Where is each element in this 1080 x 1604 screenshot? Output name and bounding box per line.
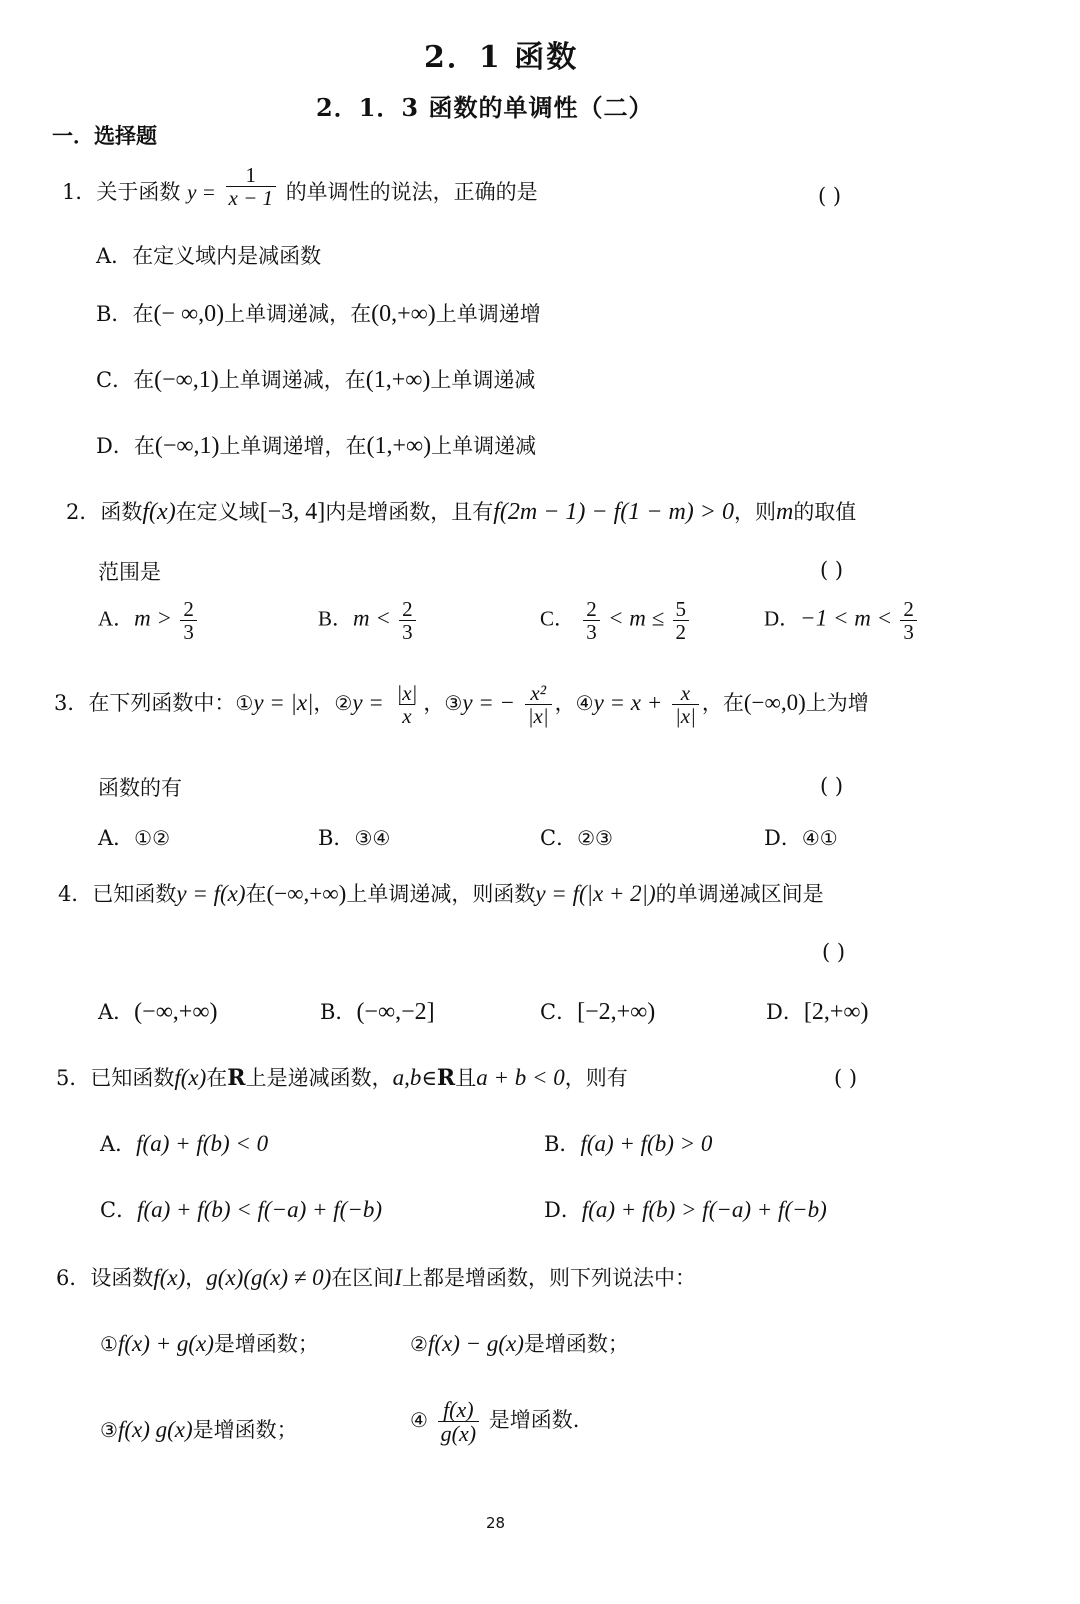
answer-blank[interactable]: ( ) — [818, 184, 842, 208]
fraction: $\frac{\text{x²}}{|x|}$ — [525, 682, 552, 727]
q3-option-a[interactable]: A．①② — [98, 826, 171, 850]
fraction: $\frac{x}{|x|}$ — [672, 682, 699, 727]
page-title: 2．1 函数 — [424, 40, 579, 75]
fraction: $\frac{2}{3}$ — [583, 598, 600, 643]
question-number: 4． — [58, 882, 93, 906]
fraction: $\frac{1}{x - 1}$ — [226, 164, 277, 209]
q4-option-a[interactable]: A．(−∞,+∞) — [98, 999, 218, 1025]
q6-statement-1: ①f(x) + g(x)是增函数； — [100, 1331, 319, 1356]
q6-statement-2: ②f(x) − g(x)是增函数； — [410, 1331, 629, 1356]
q1-option-a[interactable]: A．在定义域内是减函数 — [96, 244, 322, 268]
fraction: $\frac{f(x)}{g(x)}$ — [438, 1398, 479, 1445]
q4-option-d[interactable]: D．[2,+∞) — [766, 999, 869, 1025]
fraction: $\frac{2}{3}$ — [180, 598, 197, 643]
fraction: $\frac{2}{3}$ — [399, 598, 416, 643]
question-2-line2: 范围是 — [98, 560, 161, 584]
fraction: $\frac{5}{2}$ — [673, 598, 690, 643]
question-2-stem: 2．函数f(x)在定义域[−3, 4]内是增函数，且有f(2m − 1) − f(1 − m) > 0，则m的取值 — [66, 499, 857, 525]
q5-option-c[interactable]: C．f(a) + f(b) < f(−a) + f(−b) — [100, 1197, 383, 1222]
question-5-stem: 5．已知函数f(x)在R上是递减函数，a,b∈R且a + b < 0，则有 — [56, 1065, 628, 1091]
q5-option-a[interactable]: A．f(a) + f(b) < 0 — [100, 1131, 269, 1156]
q3-option-b[interactable]: B．③④ — [318, 826, 391, 850]
question-6-stem: 6．设函数f(x)，g(x)(g(x) ≠ 0)在区间I上都是增函数，则下列说法中： — [56, 1265, 696, 1290]
question-number: 5． — [56, 1066, 91, 1090]
question-3-stem: 3．在下列函数中：①y = |x|，②y = $\frac{|x|}{x}$ ，③y = − $\frac{\text{x²}}{|x|}$ ，④y = x + $\frac{x}{|x|}$ ，在(−∞,0)上为增 — [54, 681, 869, 729]
q3-option-c[interactable]: C．②③ — [540, 826, 613, 850]
question-number: 1． — [62, 180, 97, 204]
fraction: $\frac{2}{3}$ — [900, 598, 917, 643]
q3-option-d[interactable]: D．④① — [764, 826, 838, 850]
q2-option-c[interactable]: C． $\frac{2}{3}$ < m ≤ $\frac{5}{2}$ — [540, 598, 692, 643]
answer-blank[interactable]: ( ) — [820, 774, 844, 798]
q1-option-b[interactable]: B．在(− ∞,0)上单调递减，在(0,+∞)上单调递增 — [96, 301, 541, 327]
fraction: $\frac{|x|}{x}$ — [396, 681, 418, 729]
answer-blank[interactable]: ( ) — [820, 558, 844, 582]
section-heading: 一．选择题 — [52, 123, 157, 148]
question-number: 3． — [54, 691, 89, 716]
answer-blank[interactable]: ( ) — [822, 940, 846, 964]
q2-option-d[interactable]: D．−1 < m < $\frac{2}{3}$ — [764, 598, 920, 643]
q4-option-b[interactable]: B．(−∞,−2] — [320, 999, 435, 1025]
page-number: 28 — [486, 1514, 506, 1532]
question-1-stem: 1．关于函数 y = $\frac{1}{x - 1}$ 的单调性的说法，正确的是 — [62, 162, 538, 210]
q6-statement-3: ③f(x) g(x)是增函数； — [100, 1417, 298, 1442]
answer-blank[interactable]: ( ) — [834, 1066, 858, 1090]
q4-option-c[interactable]: C．[−2,+∞) — [540, 999, 656, 1025]
question-3-line2: 函数的有 — [98, 776, 182, 800]
q6-statement-4: ④ $\frac{f(x)}{g(x)}$ 是增函数. — [410, 1397, 580, 1447]
section-subtitle: 2．1．3 函数的单调性（二） — [316, 93, 654, 122]
q5-option-b[interactable]: B．f(a) + f(b) > 0 — [544, 1131, 713, 1156]
q2-option-a[interactable]: A．m > $\frac{2}{3}$ — [98, 598, 200, 643]
q5-option-d[interactable]: D．f(a) + f(b) > f(−a) + f(−b) — [544, 1197, 827, 1222]
question-4-stem: 4．已知函数y = f(x)在(−∞,+∞)上单调递减，则函数y = f(|x + 2|)的单调递减区间是 — [58, 881, 824, 906]
q1-option-c[interactable]: C．在(−∞,1)上单调递减，在(1,+∞)上单调递减 — [96, 367, 536, 393]
q1-option-d[interactable]: D．在(−∞,1)上单调递增，在(1,+∞)上单调递减 — [96, 433, 537, 459]
question-number: 2． — [66, 500, 101, 524]
q2-option-b[interactable]: B．m < $\frac{2}{3}$ — [318, 598, 419, 643]
question-number: 6． — [56, 1266, 91, 1290]
